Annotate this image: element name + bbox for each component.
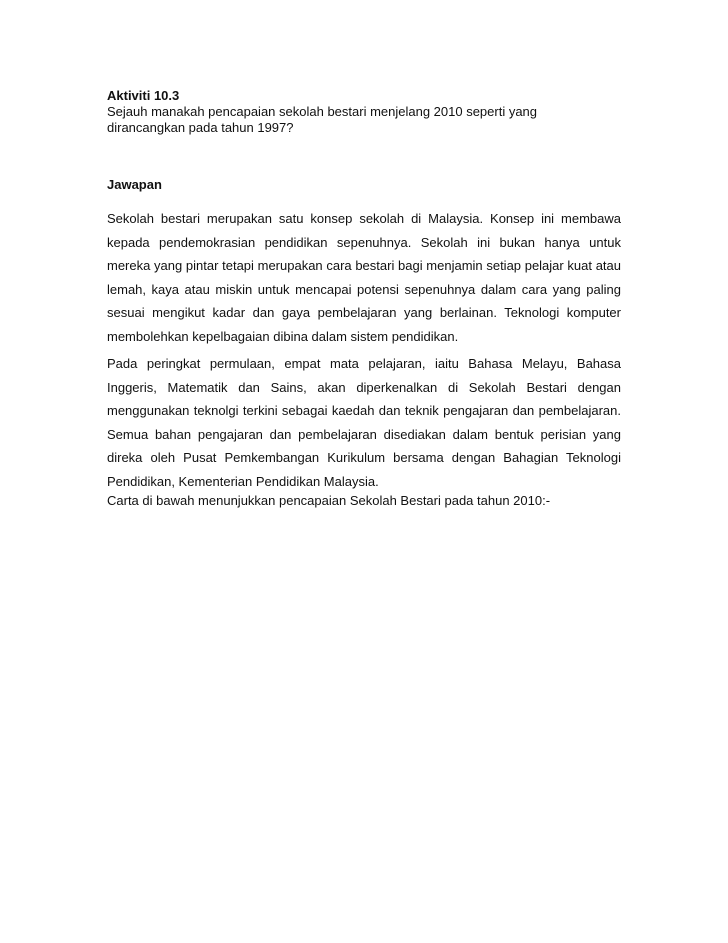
activity-title: Aktiviti 10.3 xyxy=(107,88,180,103)
answer-paragraph-1: Sekolah bestari merupakan satu konsep sekolah di Malaysia. Konsep ini membawa kepada pendemokrasian pendidikan sepenuhnya. Sekolah ini bukan hanya untuk mereka yang pintar tetapi merupakan cara bestari bagi menjamin setiap pelajar kuat atau lemah, kaya atau miskin untuk mencapai potensi sepenuhnya dalam cara yang paling sesuai mengikut kadar dan gaya pembelajaran yang berlainan. Teknologi komputer membolehkan kepelbagaian dibina dalam sistem pendidikan. xyxy=(107,211,621,344)
answer-paragraph-3: Carta di bawah menunjukkan pencapaian Sekolah Bestari pada tahun 2010:- xyxy=(107,493,551,508)
document-content xyxy=(107,88,621,508)
answer-heading: Jawapan xyxy=(107,177,162,192)
activity-question: Sejauh manakah pencapaian sekolah bestari menjelang 2010 seperti yang dirancangkan pada tahun 1997? xyxy=(107,104,538,135)
answer-paragraph-2: Pada peringkat permulaan, empat mata pelajaran, iaitu Bahasa Melayu, Bahasa Inggeris, Matematik dan Sains, akan diperkenalkan di Sekolah Bestari dengan menggunakan teknolgi terkini sebagai kaedah dan teknik pengajaran dan pembelajaran. Semua bahan pengajaran dan pembelajaran disediakan dalam bentuk perisian yang direka oleh Pusat Pemkembangan Kurikulum bersama dengan Bahagian Teknologi Pendidikan, Kementerian Pendidikan Malaysia. xyxy=(107,356,621,489)
